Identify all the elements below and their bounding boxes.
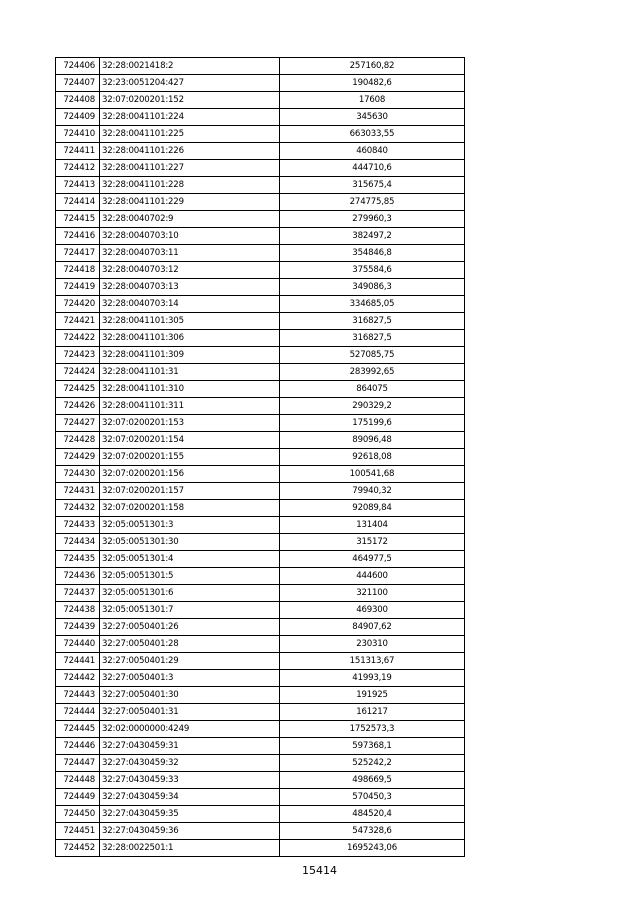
cadastral-number-cell: 32:05:0051301:5	[100, 568, 280, 585]
row-id-cell: 724435	[56, 551, 100, 568]
value-cell: 444710,6	[280, 160, 465, 177]
table-row	[56, 381, 465, 398]
row-id-cell: 724432	[56, 500, 100, 517]
value-cell: 382497,2	[280, 228, 465, 245]
cadastral-number-cell: 32:07:0200201:153	[100, 415, 280, 432]
cadastral-number-cell: 32:28:0040703:12	[100, 262, 280, 279]
cadastral-number-cell: 32:28:0040703:13	[100, 279, 280, 296]
row-id-cell: 724423	[56, 347, 100, 364]
value-cell: 525242,2	[280, 755, 465, 772]
table-row	[56, 330, 465, 347]
table-row	[56, 92, 465, 109]
row-id-cell: 724447	[56, 755, 100, 772]
cadastral-number-cell: 32:28:0041101:310	[100, 381, 280, 398]
table-row	[56, 534, 465, 551]
cadastral-number-cell: 32:27:0430459:36	[100, 823, 280, 840]
table-row	[56, 517, 465, 534]
row-id-cell: 724408	[56, 92, 100, 109]
value-cell: 257160,82	[280, 58, 465, 75]
row-id-cell: 724416	[56, 228, 100, 245]
table-row	[56, 466, 465, 483]
table-row	[56, 58, 465, 75]
row-id-cell: 724442	[56, 670, 100, 687]
table-row	[56, 840, 465, 857]
value-cell: 79940,32	[280, 483, 465, 500]
table-row	[56, 364, 465, 381]
table-row	[56, 619, 465, 636]
value-cell: 274775,85	[280, 194, 465, 211]
row-id-cell: 724427	[56, 415, 100, 432]
row-id-cell: 724449	[56, 789, 100, 806]
table-row	[56, 704, 465, 721]
value-cell: 597368,1	[280, 738, 465, 755]
row-id-cell: 724434	[56, 534, 100, 551]
value-cell: 864075	[280, 381, 465, 398]
cadastral-number-cell: 32:28:0041101:306	[100, 330, 280, 347]
value-cell: 191925	[280, 687, 465, 704]
row-id-cell: 724450	[56, 806, 100, 823]
cadastral-number-cell: 32:28:0040702:9	[100, 211, 280, 228]
cadastral-number-cell: 32:07:0200201:152	[100, 92, 280, 109]
cadastral-number-cell: 32:28:0040703:10	[100, 228, 280, 245]
table-row	[56, 245, 465, 262]
value-cell: 316827,5	[280, 313, 465, 330]
row-id-cell: 724446	[56, 738, 100, 755]
value-cell: 100541,68	[280, 466, 465, 483]
value-cell: 41993,19	[280, 670, 465, 687]
row-id-cell: 724448	[56, 772, 100, 789]
row-id-cell: 724444	[56, 704, 100, 721]
row-id-cell: 724412	[56, 160, 100, 177]
table-row	[56, 721, 465, 738]
table-row	[56, 75, 465, 92]
row-id-cell: 724438	[56, 602, 100, 619]
row-id-cell: 724430	[56, 466, 100, 483]
cadastral-number-cell: 32:07:0200201:158	[100, 500, 280, 517]
value-cell: 161217	[280, 704, 465, 721]
cadastral-number-cell: 32:28:0041101:31	[100, 364, 280, 381]
value-cell: 175199,6	[280, 415, 465, 432]
cadastral-number-cell: 32:05:0051301:3	[100, 517, 280, 534]
row-id-cell: 724415	[56, 211, 100, 228]
cadastral-number-cell: 32:27:0430459:33	[100, 772, 280, 789]
value-cell: 230310	[280, 636, 465, 653]
value-cell: 315172	[280, 534, 465, 551]
cadastral-number-cell: 32:28:0041101:227	[100, 160, 280, 177]
value-cell: 131404	[280, 517, 465, 534]
value-cell: 84907,62	[280, 619, 465, 636]
cadastral-number-cell: 32:28:0041101:229	[100, 194, 280, 211]
table-row	[56, 262, 465, 279]
cadastral-number-cell: 32:28:0040703:14	[100, 296, 280, 313]
row-id-cell: 724433	[56, 517, 100, 534]
table-row	[56, 670, 465, 687]
cadastral-number-cell: 32:28:0021418:2	[100, 58, 280, 75]
value-cell: 547328,6	[280, 823, 465, 840]
row-id-cell: 724429	[56, 449, 100, 466]
table-row	[56, 432, 465, 449]
value-cell: 279960,3	[280, 211, 465, 228]
table-body	[56, 58, 465, 857]
cadastral-number-cell: 32:05:0051301:6	[100, 585, 280, 602]
value-cell: 316827,5	[280, 330, 465, 347]
cadastral-number-cell: 32:23:0051204:427	[100, 75, 280, 92]
table-row	[56, 653, 465, 670]
value-cell: 321100	[280, 585, 465, 602]
table-row	[56, 313, 465, 330]
table-row	[56, 194, 465, 211]
value-cell: 464977,5	[280, 551, 465, 568]
value-cell: 498669,5	[280, 772, 465, 789]
row-id-cell: 724425	[56, 381, 100, 398]
row-id-cell: 724426	[56, 398, 100, 415]
row-id-cell: 724452	[56, 840, 100, 857]
cadastral-number-cell: 32:07:0200201:156	[100, 466, 280, 483]
value-cell: 527085,75	[280, 347, 465, 364]
cadastral-number-cell: 32:27:0430459:31	[100, 738, 280, 755]
cadastral-number-cell: 32:28:0041101:311	[100, 398, 280, 415]
table-row	[56, 347, 465, 364]
value-cell: 469300	[280, 602, 465, 619]
cadastral-number-cell: 32:27:0050401:26	[100, 619, 280, 636]
table-row	[56, 160, 465, 177]
row-id-cell: 724436	[56, 568, 100, 585]
row-id-cell: 724445	[56, 721, 100, 738]
table-row	[56, 687, 465, 704]
row-id-cell: 724424	[56, 364, 100, 381]
cadastral-number-cell: 32:27:0050401:31	[100, 704, 280, 721]
cadastral-number-cell: 32:07:0200201:154	[100, 432, 280, 449]
value-cell: 570450,3	[280, 789, 465, 806]
row-id-cell: 724417	[56, 245, 100, 262]
cadastral-number-cell: 32:27:0430459:32	[100, 755, 280, 772]
cadastral-number-cell: 32:27:0050401:3	[100, 670, 280, 687]
table-row	[56, 823, 465, 840]
value-cell: 89096,48	[280, 432, 465, 449]
value-cell: 345630	[280, 109, 465, 126]
cadastral-number-cell: 32:07:0200201:157	[100, 483, 280, 500]
table-row	[56, 449, 465, 466]
page-number: 15414	[302, 864, 337, 877]
cadastral-number-cell: 32:27:0050401:30	[100, 687, 280, 704]
table-row	[56, 789, 465, 806]
value-cell: 460840	[280, 143, 465, 160]
cadastral-number-cell: 32:28:0041101:225	[100, 126, 280, 143]
cadastral-number-cell: 32:28:0041101:228	[100, 177, 280, 194]
row-id-cell: 724439	[56, 619, 100, 636]
table-row	[56, 636, 465, 653]
table-row	[56, 772, 465, 789]
table-row	[56, 398, 465, 415]
value-cell: 444600	[280, 568, 465, 585]
row-id-cell: 724407	[56, 75, 100, 92]
row-id-cell: 724421	[56, 313, 100, 330]
row-id-cell: 724428	[56, 432, 100, 449]
value-cell: 349086,3	[280, 279, 465, 296]
cadastral-number-cell: 32:05:0051301:7	[100, 602, 280, 619]
row-id-cell: 724406	[56, 58, 100, 75]
table-row	[56, 415, 465, 432]
table-row	[56, 738, 465, 755]
value-cell: 375584,6	[280, 262, 465, 279]
value-cell: 151313,67	[280, 653, 465, 670]
cadastral-number-cell: 32:28:0041101:226	[100, 143, 280, 160]
cadastral-number-cell: 32:02:0000000:4249	[100, 721, 280, 738]
value-cell: 17608	[280, 92, 465, 109]
cadastral-number-cell: 32:28:0041101:305	[100, 313, 280, 330]
cadastral-number-cell: 32:27:0050401:29	[100, 653, 280, 670]
row-id-cell: 724409	[56, 109, 100, 126]
row-id-cell: 724410	[56, 126, 100, 143]
cadastral-number-cell: 32:28:0040703:11	[100, 245, 280, 262]
table-row	[56, 211, 465, 228]
value-cell: 92089,84	[280, 500, 465, 517]
row-id-cell: 724411	[56, 143, 100, 160]
table-row	[56, 585, 465, 602]
table-row	[56, 177, 465, 194]
value-cell: 315675,4	[280, 177, 465, 194]
table-row	[56, 568, 465, 585]
row-id-cell: 724414	[56, 194, 100, 211]
row-id-cell: 724413	[56, 177, 100, 194]
value-cell: 334685,05	[280, 296, 465, 313]
table-row	[56, 296, 465, 313]
cadastral-number-cell: 32:28:0022501:1	[100, 840, 280, 857]
value-cell: 1752573,3	[280, 721, 465, 738]
row-id-cell: 724440	[56, 636, 100, 653]
cadastral-number-cell: 32:28:0041101:309	[100, 347, 280, 364]
table-row	[56, 500, 465, 517]
row-id-cell: 724420	[56, 296, 100, 313]
cadastral-number-cell: 32:27:0430459:35	[100, 806, 280, 823]
value-cell: 1695243,06	[280, 840, 465, 857]
row-id-cell: 724418	[56, 262, 100, 279]
table-row	[56, 806, 465, 823]
cadastral-value-table	[55, 57, 465, 857]
table-row	[56, 109, 465, 126]
value-cell: 283992,65	[280, 364, 465, 381]
table-row	[56, 551, 465, 568]
table-row	[56, 126, 465, 143]
value-cell: 290329,2	[280, 398, 465, 415]
value-cell: 354846,8	[280, 245, 465, 262]
table-row	[56, 755, 465, 772]
cadastral-number-cell: 32:05:0051301:30	[100, 534, 280, 551]
value-cell: 190482,6	[280, 75, 465, 92]
value-cell: 663033,55	[280, 126, 465, 143]
row-id-cell: 724437	[56, 585, 100, 602]
row-id-cell: 724422	[56, 330, 100, 347]
value-cell: 92618,08	[280, 449, 465, 466]
cadastral-number-cell: 32:28:0041101:224	[100, 109, 280, 126]
table-row	[56, 143, 465, 160]
row-id-cell: 724441	[56, 653, 100, 670]
cadastral-number-cell: 32:27:0430459:34	[100, 789, 280, 806]
value-cell: 484520,4	[280, 806, 465, 823]
table-row	[56, 228, 465, 245]
cadastral-number-cell: 32:05:0051301:4	[100, 551, 280, 568]
table-row	[56, 602, 465, 619]
table-row	[56, 483, 465, 500]
table-row	[56, 279, 465, 296]
row-id-cell: 724419	[56, 279, 100, 296]
cadastral-number-cell: 32:07:0200201:155	[100, 449, 280, 466]
cadastral-number-cell: 32:27:0050401:28	[100, 636, 280, 653]
row-id-cell: 724431	[56, 483, 100, 500]
row-id-cell: 724443	[56, 687, 100, 704]
row-id-cell: 724451	[56, 823, 100, 840]
